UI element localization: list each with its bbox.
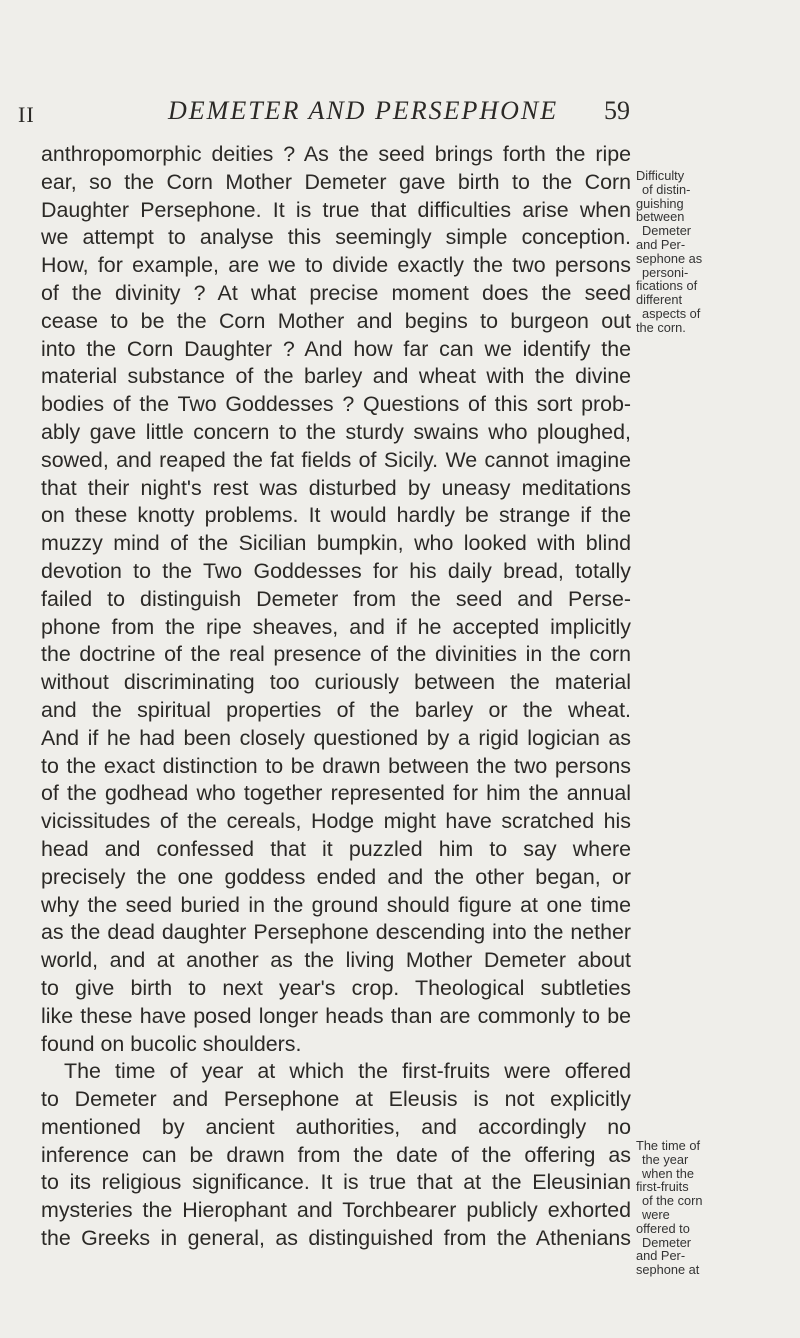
- text-line: world, and at another as the living Mother Demeter about: [41, 948, 631, 973]
- running-title: DEMETER AND PERSEPHONE: [168, 96, 559, 125]
- text-line: sowed, and reaped the fat fields of Sicily. We cannot imagine: [41, 447, 631, 472]
- main-text: [41, 141, 631, 1253]
- text-line: to give birth to next year's crop. Theological subtleties: [41, 975, 631, 1000]
- margin-note-line: of the corn: [642, 1193, 703, 1209]
- margin-note-line: first-fruits: [636, 1179, 689, 1195]
- margin-note-line: between: [636, 209, 685, 225]
- text-line: failed to distinguish Demeter from the seed and Perse-: [41, 586, 631, 611]
- margin-note-line: aspects of: [642, 305, 701, 321]
- page-header: [18, 96, 630, 130]
- margin-note-line: personi-: [642, 264, 689, 280]
- text-line: and the spiritual properties of the barley or the wheat.: [41, 697, 631, 722]
- text-line: we attempt to analyse this seemingly simple conception.: [41, 225, 631, 250]
- margin-note-line: the corn.: [636, 319, 686, 335]
- text-line: cease to be the Corn Mother and begins to burgeon out: [41, 308, 631, 333]
- text-line: ably gave little concern to the sturdy swains who ploughed,: [41, 419, 631, 444]
- margin-note-line: and Per-: [636, 1248, 686, 1264]
- margin-note-line: when the: [642, 1165, 694, 1181]
- text-line: devotion to the Two Goddesses for his daily bread, totally: [41, 558, 631, 583]
- text-line: phone from the ripe sheaves, and if he accepted implicitly: [41, 614, 631, 639]
- paragraph-start-line: The time of year at which the first-fruits were offered: [64, 1059, 631, 1084]
- text-line: muzzy mind of the Sicilian bumpkin, who looked with blind: [41, 531, 631, 556]
- margin-note-line: The time of: [636, 1138, 701, 1153]
- text-line: anthropomorphic deities ? As the seed brings forth the ripe: [41, 142, 631, 166]
- text-line: as the dead daughter Persephone descending into the nether: [41, 920, 631, 945]
- margin-note-line: fications of: [636, 278, 698, 294]
- text-line: Daughter Persephone. It is true that difficulties arise when: [41, 197, 631, 222]
- text-line: ear, so the Corn Mother Demeter gave birth to the Corn: [41, 169, 631, 194]
- text-line: into the Corn Daughter ? And how far can we identify the: [41, 336, 631, 361]
- text-line: And if he had been closely questioned by a rigid logician as: [41, 725, 631, 750]
- text-line: How, for example, are we to divide exactly the two persons: [41, 253, 631, 278]
- text-line: mentioned by ancient authorities, and accordingly no: [41, 1114, 631, 1139]
- text-line: inference can be drawn from the date of the offering as: [41, 1142, 631, 1167]
- margin-note-line: guishing: [636, 195, 684, 211]
- text-line: to Demeter and Persephone at Eleusis is not explicitly: [41, 1087, 631, 1112]
- margin-note-line: different: [636, 292, 683, 308]
- text-line: on these knotty problems. It would hardly be strange if the: [41, 503, 631, 528]
- text-line: mysteries the Hierophant and Torchbearer publicly exhorted: [41, 1198, 631, 1223]
- margin-note-line: sephone at: [636, 1262, 700, 1278]
- text-line: of the godhead who together represented for him the annual: [41, 781, 631, 806]
- text-line: bodies of the Two Goddesses ? Questions of this sort prob-: [41, 392, 631, 417]
- text-line: like these have posed longer heads than are commonly to be: [41, 1003, 631, 1028]
- margin-note-line: Difficulty: [636, 168, 685, 183]
- margin-note-line: of distin-: [642, 181, 691, 197]
- margin-note-line: were: [642, 1206, 670, 1222]
- text-line: head and confessed that it puzzled him to say where: [41, 836, 631, 861]
- text-line: the doctrine of the real presence of the divinities in the corn: [41, 642, 631, 667]
- text-line: the Greeks in general, as distinguished from the Athenians: [41, 1226, 631, 1251]
- margin-note-line: offered to: [636, 1220, 690, 1236]
- text-line: precisely the one goddess ended and the other began, or: [41, 864, 631, 889]
- text-line: without discriminating too curiously between the material: [41, 670, 631, 695]
- paragraph-end-line: found on bucolic shoulders.: [41, 1031, 302, 1056]
- margin-note-line: Demeter: [642, 1234, 692, 1250]
- margin-note-first-fruits: [636, 1139, 702, 1277]
- chapter-number: II: [18, 102, 35, 127]
- margin-note-line: Demeter: [642, 223, 692, 239]
- text-line: why the seed buried in the ground should figure at one time: [41, 892, 631, 917]
- text-line: to the exact distinction to be drawn between the two persons: [41, 753, 631, 778]
- text-line: that their night's rest was disturbed by uneasy meditations: [41, 475, 631, 500]
- text-line: to its religious significance. It is true that at the Eleusinian: [41, 1170, 631, 1195]
- page-number: 59: [604, 96, 630, 125]
- margin-note-distinguishing: [636, 169, 702, 335]
- text-line: vicissitudes of the cereals, Hodge might have scratched his: [41, 809, 631, 834]
- margin-note-line: the year: [642, 1151, 689, 1167]
- margin-note-line: sephone as: [636, 250, 703, 266]
- text-line: of the divinity ? At what precise moment does the seed: [41, 280, 631, 305]
- margin-note-line: and Per-: [636, 236, 686, 252]
- text-line: material substance of the barley and wheat with the divine: [41, 364, 631, 389]
